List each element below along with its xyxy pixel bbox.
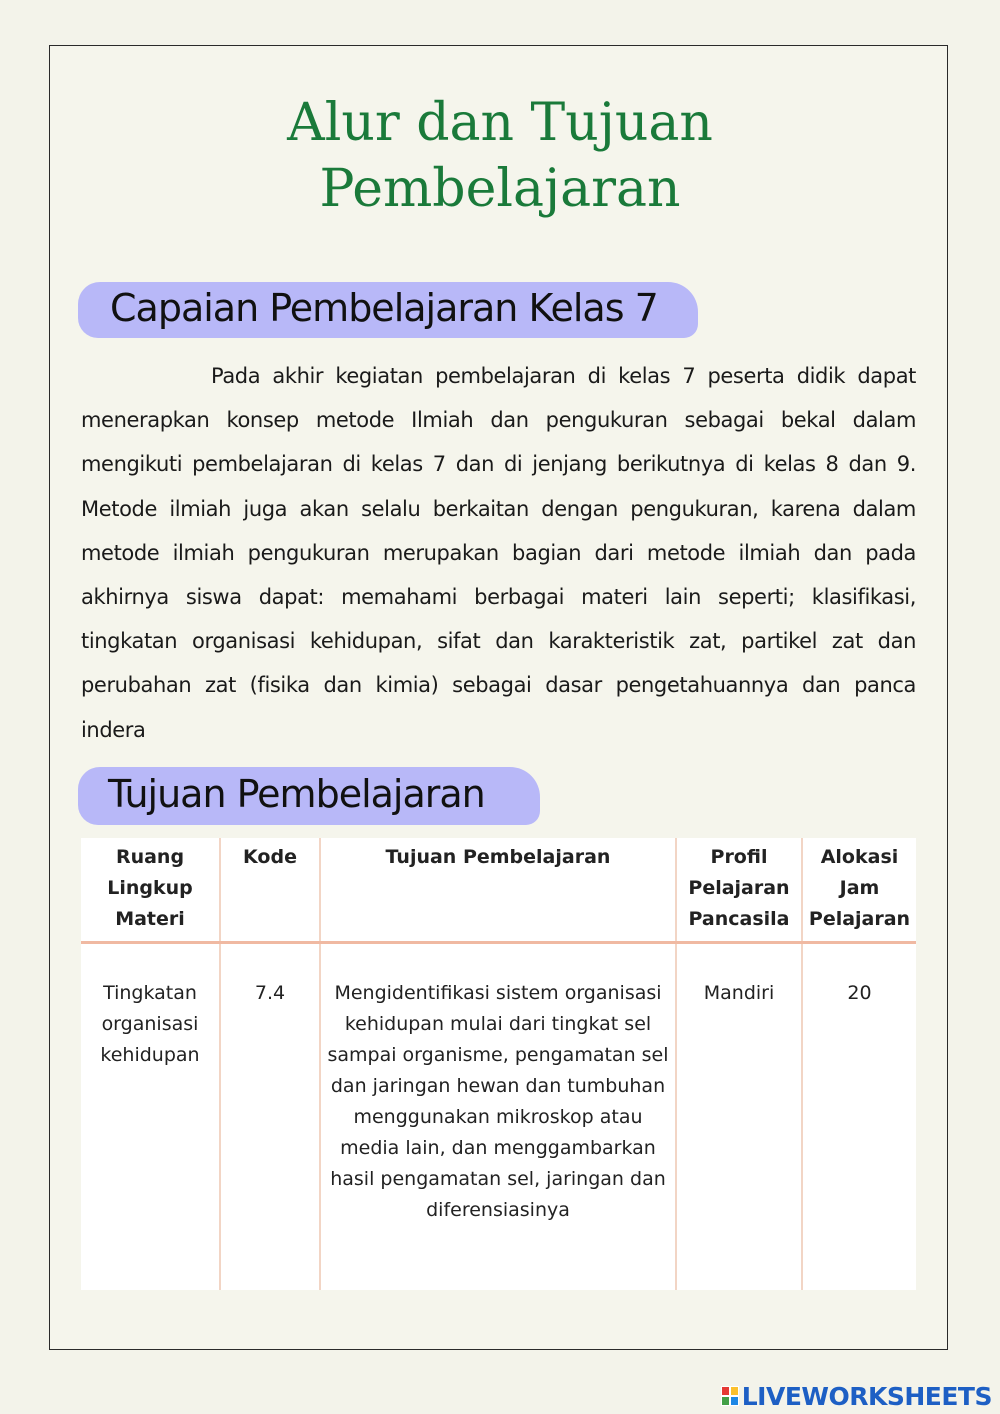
- page-title: [0, 90, 1000, 222]
- tujuan-table: [81, 838, 916, 1290]
- liveworksheets-icon: [721, 1386, 739, 1406]
- header-profil: Profil Pelajaran Pancasila: [676, 838, 802, 943]
- header-tujuan: Tujuan Pembelajaran: [320, 838, 676, 943]
- section-heading-tujuan: Tujuan Pembelajaran: [108, 772, 485, 816]
- brand-name: LIVEWORKSHEETS: [741, 1381, 992, 1411]
- header-kode: Kode: [220, 838, 320, 943]
- cell-ruang-lingkup: Tingkatan organisasi kehidupan: [100, 982, 200, 1066]
- table-row: [81, 943, 916, 1291]
- title-line-2: Pembelajaran: [319, 159, 681, 219]
- cell-profil: Mandiri: [676, 943, 802, 1291]
- header-alokasi: Alokasi Jam Pelajaran: [802, 838, 916, 943]
- cell-tujuan: Mengidentifikasi sistem organisasi kehidupan mulai dari tingkat sel sampai organisme, pengamatan sel dan jaringan hewan dan tumbuhan menggunakan mikroskop atau media lain, dan menggambarkan hasil pengamatan sel, jaringan dan diferensiasinya: [320, 943, 676, 1291]
- table-header-row: [81, 838, 916, 943]
- cell-alokasi: 20: [802, 943, 916, 1291]
- liveworksheets-logo[interactable]: [721, 1381, 992, 1411]
- section-heading-capaian: Capaian Pembelajaran Kelas 7: [110, 286, 658, 330]
- cell-kode: 7.4: [220, 943, 320, 1291]
- capaian-paragraph: Pada akhir kegiatan pembelajaran di kelas 7 peserta didik dapat menerapkan konsep metode Ilmiah dan pengukuran sebagai bekal dalam mengikuti pembelajaran di kelas 7 dan di jenjang berikutnya di kelas 8 dan 9. Metode ilmiah juga akan selalu berkaitan dengan pengukuran, karena dalam metode ilmiah pengukuran merupakan bagian dari metode ilmiah dan pada akhirnya siswa dapat: memahami berbagai materi lain seperti; klasifikasi, tingkatan organisasi kehidupan, sifat dan karakteristik zat, partikel zat dan perubahan zat (fisika dan kimia) sebagai dasar pengetahuannya dan panca indera: [81, 364, 916, 742]
- header-ruang-lingkup: Ruang Lingkup Materi: [81, 838, 220, 943]
- title-line-1: Alur dan Tujuan: [287, 93, 713, 153]
